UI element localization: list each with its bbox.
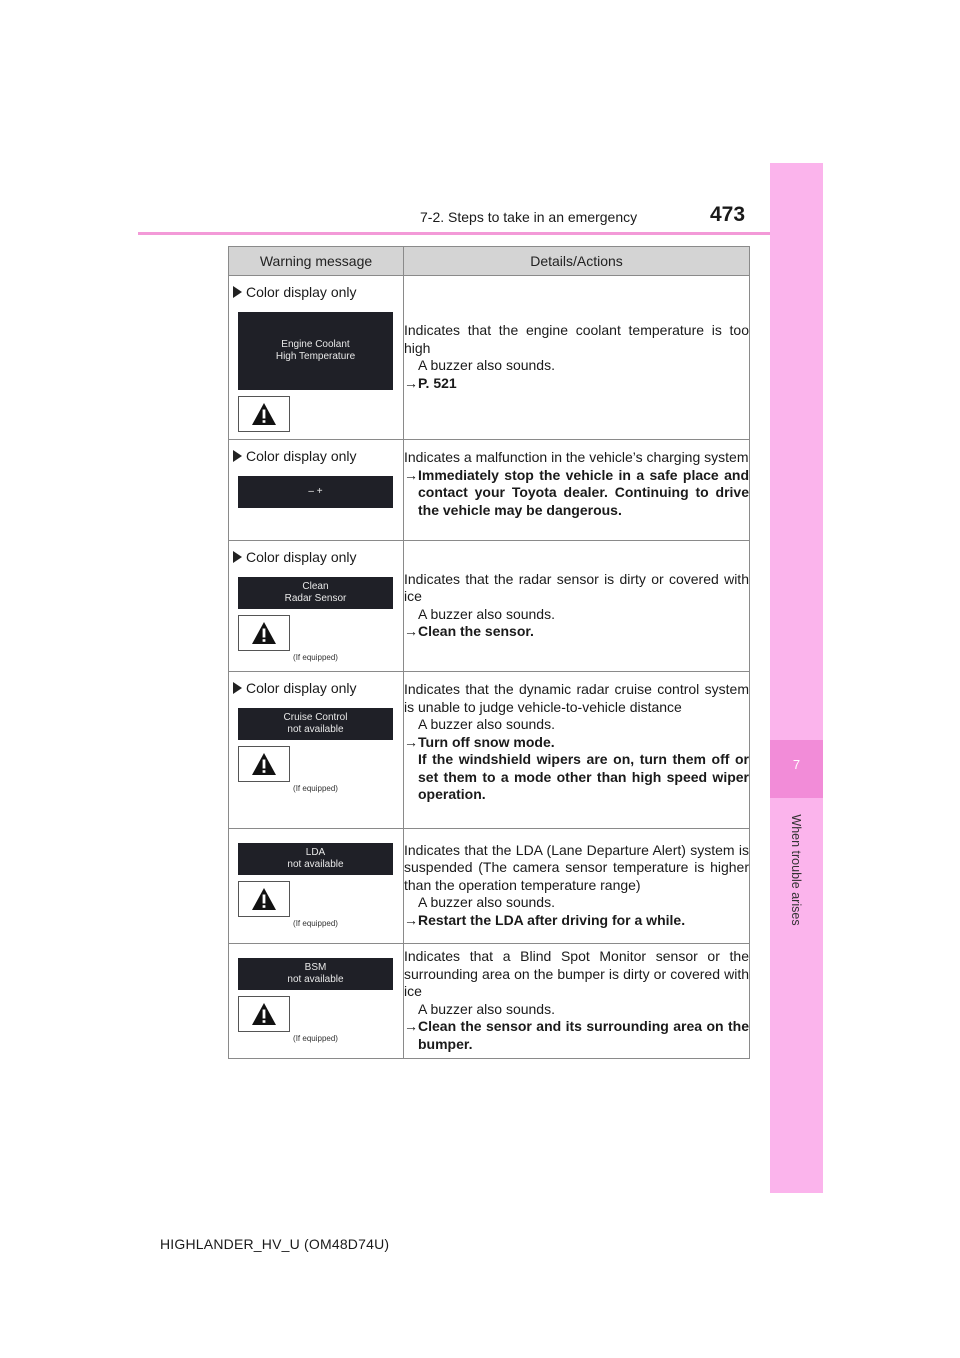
table-row <box>229 829 750 944</box>
triangle-bullet-icon <box>233 450 242 462</box>
if-equipped-label: (If equipped) <box>293 653 338 662</box>
action-text-continued: If the windshield wipers are on, turn them off or set them to a mode other than high speed wiper operation. <box>418 751 749 802</box>
warning-message-cell <box>229 440 404 541</box>
detail-description: Indicates that a Blind Spot Monitor sensor or the surrounding area on the bumper is dirty or covered with ice <box>404 948 749 999</box>
display-note-text: Color display only <box>246 549 357 565</box>
table-row <box>229 440 750 541</box>
action-text: Clean the sensor and its surrounding area on the bumper. <box>418 1018 749 1052</box>
warning-triangle-box <box>238 746 290 782</box>
details-actions-cell <box>404 944 750 1059</box>
detail-description: Indicates that the LDA (Lane Departure Alert) system is suspended (The camera sensor temperature is higher than the operation temperature range) <box>404 841 749 893</box>
display-note <box>229 440 403 464</box>
display-note <box>229 276 403 300</box>
action-text: Immediately stop the vehicle in a safe place and contact your Toyota dealer. Continuing to drive the vehicle may be dangerous. <box>418 466 749 518</box>
warning-screen-text: not available <box>287 859 344 870</box>
details-actions-cell <box>404 829 750 944</box>
arrow-right-icon: → <box>404 1018 418 1034</box>
detail-subnote: A buzzer also sounds. <box>418 1000 555 1017</box>
warning-triangle-box <box>238 996 290 1032</box>
if-equipped-label: (If equipped) <box>293 1034 338 1043</box>
table-row <box>229 944 750 1059</box>
detail-subnote: A buzzer also sounds. <box>418 894 555 911</box>
warning-message-cell <box>229 541 404 672</box>
chapter-side-tab <box>770 163 823 1193</box>
detail-description: Indicates a malfunction in the vehicle’s charging system <box>404 449 749 465</box>
warning-screen-text: Engine Coolant <box>281 339 350 350</box>
warning-screen-image <box>238 577 393 609</box>
details-actions-cell <box>404 440 750 541</box>
warning-message-table <box>228 246 750 1059</box>
detail-description: Indicates that the dynamic radar cruise control system is unable to judge vehicle-to-vehicle distance <box>404 681 749 715</box>
table-row <box>229 541 750 672</box>
warning-triangle-icon <box>251 1002 277 1026</box>
display-note-text: Color display only <box>246 284 357 300</box>
action-text: Restart the LDA after driving for a while. <box>418 911 686 928</box>
display-note-text: Color display only <box>246 680 357 696</box>
warning-triangle-icon <box>251 752 277 776</box>
table-row <box>229 276 750 440</box>
display-note <box>229 672 403 696</box>
table-row <box>229 672 750 829</box>
section-title: 7-2. Steps to take in an emergency <box>420 209 638 225</box>
column-header-details-actions: Details/Actions <box>404 247 750 276</box>
arrow-right-icon: → <box>404 374 418 391</box>
warning-triangle-icon <box>251 621 277 645</box>
warning-screen-image <box>238 476 393 508</box>
arrow-right-icon: → <box>404 911 418 928</box>
warning-screen-image <box>238 312 393 390</box>
warning-triangle-box <box>238 615 290 651</box>
warning-screen-text: BSM <box>304 962 327 973</box>
arrow-right-icon: → <box>404 623 418 639</box>
detail-subnote: A buzzer also sounds. <box>418 605 555 622</box>
warning-screen-text: not available <box>287 974 344 985</box>
warning-screen-image <box>238 958 393 990</box>
details-actions-cell <box>404 672 750 829</box>
warning-screen-image <box>238 708 393 740</box>
warning-message-cell <box>229 672 404 829</box>
if-equipped-label: (If equipped) <box>293 784 338 793</box>
warning-message-cell <box>229 276 404 440</box>
if-equipped-label: (If equipped) <box>293 919 338 928</box>
detail-description: Indicates that the engine coolant temperature is too high <box>404 322 749 356</box>
warning-triangle-box <box>238 396 290 432</box>
warning-screen-text: Radar Sensor <box>284 593 347 604</box>
display-note <box>229 541 403 565</box>
details-actions-cell <box>404 276 750 440</box>
column-header-warning-message: Warning message <box>229 247 404 276</box>
detail-subnote: A buzzer also sounds. <box>418 716 555 732</box>
warning-message-cell <box>229 944 404 1059</box>
triangle-bullet-icon <box>233 551 242 563</box>
warning-triangle-icon <box>251 887 277 911</box>
warning-screen-text: Cruise Control <box>283 712 348 723</box>
warning-triangle-box <box>238 881 290 917</box>
footer-model-code: HIGHLANDER_HV_U (OM48D74U) <box>160 1236 390 1252</box>
action-text: Clean the sensor. <box>418 623 534 639</box>
details-actions-cell <box>404 541 750 672</box>
arrow-right-icon: → <box>404 466 418 483</box>
action-text: Turn off snow mode. <box>418 733 555 750</box>
warning-triangle-icon <box>251 402 277 426</box>
action-text: P. 521 <box>418 374 457 391</box>
header-rule <box>138 232 822 235</box>
page-number: 473 <box>710 203 746 226</box>
triangle-bullet-icon <box>233 682 242 694</box>
warning-screen-text: High Temperature <box>275 351 356 362</box>
display-note-text: Color display only <box>246 448 357 464</box>
warning-screen-image <box>238 843 393 875</box>
warning-screen-text: not available <box>287 724 344 735</box>
warning-screen-text: – + <box>308 486 323 497</box>
warning-screen-text: LDA <box>305 847 326 858</box>
triangle-bullet-icon <box>233 286 242 298</box>
chapter-number: 7 <box>792 757 801 772</box>
warning-screen-text: Clean <box>302 581 329 592</box>
chapter-label: When trouble arises <box>789 814 803 926</box>
warning-message-cell <box>229 829 404 944</box>
detail-subnote: A buzzer also sounds. <box>418 357 555 373</box>
detail-description: Indicates that the radar sensor is dirty or covered with ice <box>404 570 749 604</box>
arrow-right-icon: → <box>404 733 418 750</box>
